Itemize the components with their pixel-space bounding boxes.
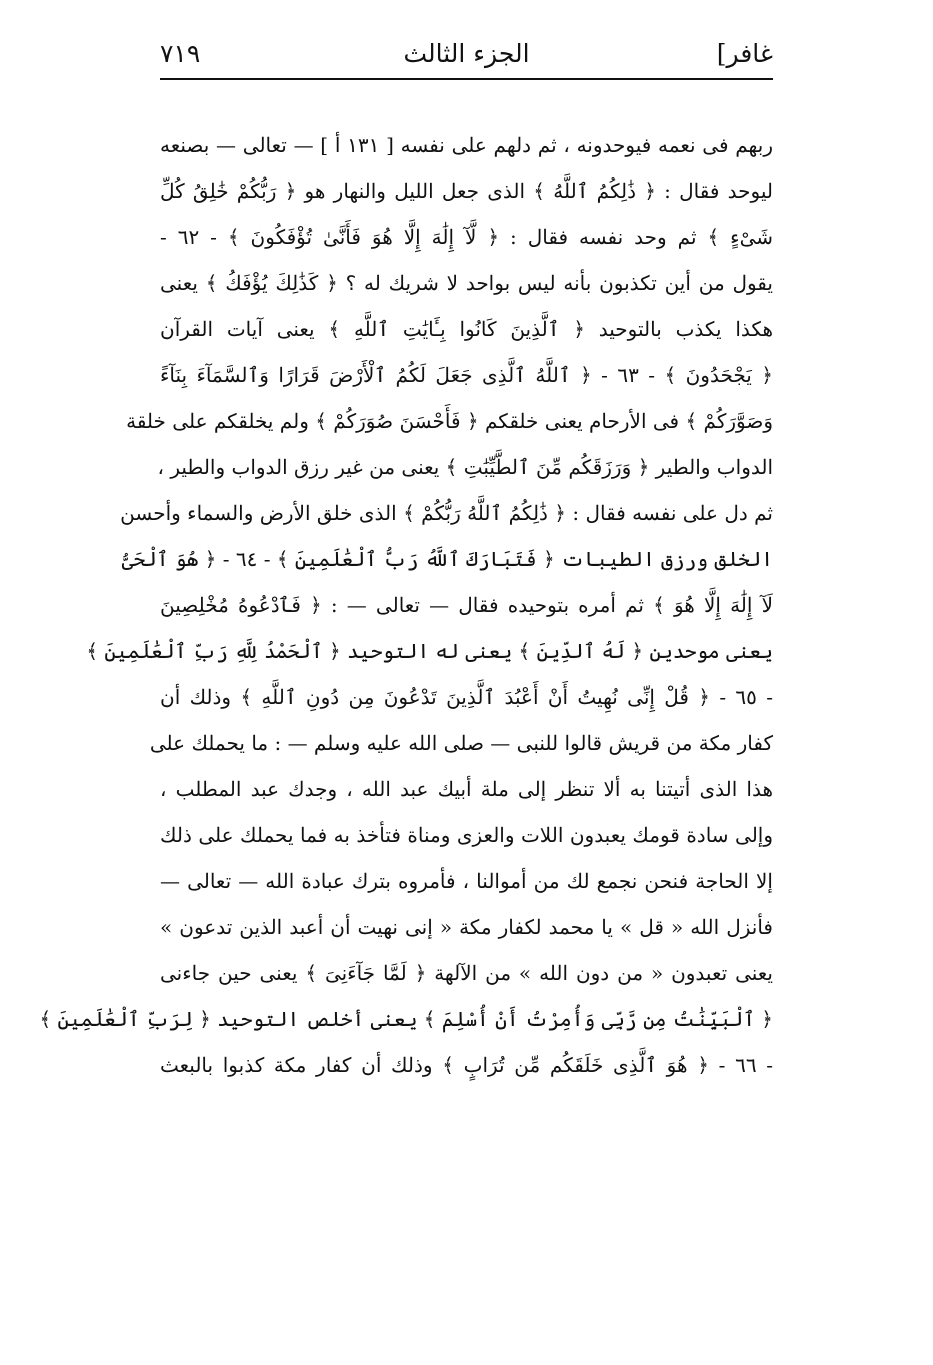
header-rule <box>160 78 773 80</box>
text-line: ثم دل على نفسه فقال : ﴿ ذَٰلِكُمُ ٱللَّهُ رَبُّكُمْ ﴾ الذى خلق الأرض والسماء وأحسن <box>120 501 773 525</box>
text-line: إلا الحاجة فنحن نجمع لك من أموالنا ، فأمروه بترك عبادة الله — تعالى — <box>160 869 773 893</box>
body-text <box>39 122 773 1088</box>
text-line: ربهم فى نعمه فيوحدونه ، ثم دلهم على نفسه [ ١٣١ أ ] — تعالى — بصنعه <box>160 133 773 157</box>
text-line: وإلى سادة قومك يعبدون اللات والعزى ومناة فتأخذ به فما يحملك على ذلك <box>160 823 773 847</box>
text-line: يقول من أين تكذبون بأنه ليس بواحد لا شريك له ؟ ﴿ كَذَٰلِكَ يُؤْفَكُ ﴾ يعنى <box>160 271 773 295</box>
running-header <box>160 34 773 74</box>
text-line: يعنى تعبدون « من دون الله » من الآلهة ﴿ لَمَّا جَآءَنِىَ ﴾ يعنى حين جاءنى <box>160 961 773 985</box>
part-title: الجزء الثالث <box>403 39 530 68</box>
text-line: - ٦٥ - ﴿ قُلْ إِنِّى نُهِيتُ أَنْ أَعْبُدَ ٱلَّذِينَ تَدْعُونَ مِن دُونِ ٱللَّهِ ﴾ وذلك أن <box>160 685 773 709</box>
page-number: ٧١٩ <box>160 39 201 68</box>
text-line: ﴿ يَجْحَدُونَ ﴾ - ٦٣ - ﴿ ٱللَّهُ ٱلَّذِى جَعَلَ لَكُمُ ٱلْأَرْضَ قَرَارًا وَٱلسَّمَآءَ بِنَآءً <box>160 363 773 387</box>
text-line: كفار مكة من قريش قالوا للنبى — صلى الله عليه وسلم — : ما يحملك على <box>149 731 773 755</box>
text-line: الخلق ورزق الطيبات ﴿ فَتَبَارَكَ ٱللَّهُ رَبُّ ٱلْعَٰلَمِينَ ﴾ - ٦٤ - ﴿ هُوَ ٱلْحَىُّ <box>121 547 773 571</box>
text-line: وَصَوَّرَكُمْ ﴾ فى الأرحام يعنى خلقكم ﴿ فَأَحْسَنَ صُوَرَكُمْ ﴾ ولم يخلقكم على خلقة <box>126 409 773 433</box>
text-line: شَىْءٍ ﴾ ثم وحد نفسه فقال : ﴿ لَّآ إِلَٰهَ إِلَّا هُوَ فَأَنَّىٰ تُؤْفَكُونَ ﴾ - ٦٢ - <box>160 225 773 249</box>
text-line: الدواب والطير ﴿ وَرَزَقَكُم مِّنَ ٱلطَّيِّبَٰتِ ﴾ يعنى من غير رزق الدواب والطير ، <box>157 455 773 479</box>
text-line: فأنزل الله « قل » يا محمد لكفار مكة « إنى نهيت أن أعبد الذين تدعون » <box>160 915 773 939</box>
text-line: هكذا يكذب بالتوحيد ﴿ ٱلَّذِينَ كَانُوا بِـَٔايَٰتِ ٱللَّهِ ﴾ يعنى آيات القرآن <box>160 317 773 341</box>
text-line: لَآ إِلَٰهَ إِلَّا هُوَ ﴾ ثم أمره بتوحيده فقال — تعالى — : ﴿ فَٱدْعُوهُ مُخْلِصِينَ <box>160 593 773 617</box>
text-line: يعنى موحدين ﴿ لَهُ ٱلدِّينَ ﴾ يعنى له التوحيد ﴿ ٱلْحَمْدُ لِلَّهِ رَبِّ ٱلْعَٰلَمِينَ ﴾ <box>86 639 773 663</box>
sura-name: غافر] <box>716 39 773 68</box>
text-line: - ٦٦ - ﴿ هُوَ ٱلَّذِى خَلَقَكُم مِّن تُرَابٍ ﴾ وذلك أن كفار مكة كذبوا بالبعث <box>160 1053 773 1077</box>
text-line: ﴿ ٱلْبَيِّنَٰتُ مِن رَّبِّى وَأُمِرْتُ أَنْ أُسْلِمَ ﴾ يعنى أخلص التوحيد ﴿ لِرَبِّ ٱلْعَٰلَمِينَ ﴾ <box>39 1007 773 1031</box>
text-line: ليوحد فقال : ﴿ ذَٰلِكُمُ ٱللَّهُ ﴾ الذى جعل الليل والنهار هو ﴿ رَبُّكُمْ خَٰلِقُ كُلِّ <box>160 179 773 203</box>
text-line: هذا الذى أتيتنا به ألا تنظر إلى ملة أبيك عبد الله ، وجدك عبد المطلب ، <box>160 777 773 801</box>
